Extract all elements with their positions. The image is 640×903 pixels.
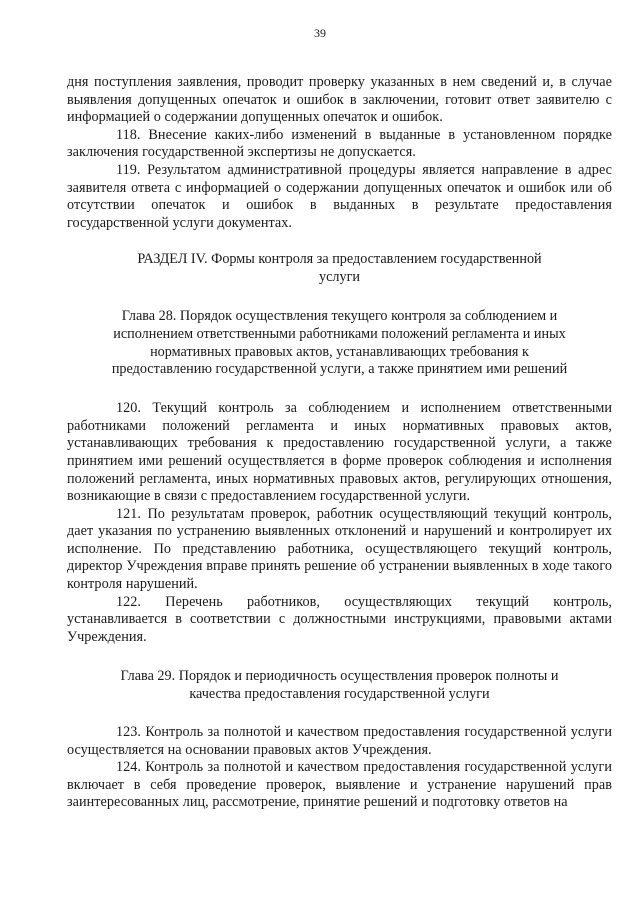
document-body (67, 74, 612, 812)
paragraph-124: 124. Контроль за полнотой и качеством предоставления государственной услуги включает в себя проведение проверок, выявление и устранение нарушений прав заинтересованных лиц, рассмотрение, принятие решений и подготовку ответов на (67, 759, 612, 811)
section-title: РАЗДЕЛ IV. Формы контроля за предоставлением государственной услуги (137, 251, 542, 286)
paragraph-121: 121. По результатам проверок, работник осуществляющий текущий контроль, дает указания по устранению выявленных отклонений и нарушений и контролирует их исполнение. По представлению работника, осуществляющего текущий контроль, директор Учреждения вправе принять решение об устранении выявленных в ходе такого контроля нарушений. (67, 505, 612, 593)
paragraph-122: 122. Перечень работников, осуществляющих текущий контроль, устанавливается в соответствии с должностными инструкциями, правовыми актами Учреждения. (67, 593, 612, 645)
paragraph-123: 123. Контроль за полнотой и качеством предоставления государственной услуги осуществляется на основании правовых актов Учреждения. (67, 724, 612, 758)
paragraph-119: 119. Результатом административной процедуры является направление в адрес заявителя ответа с информацией о содержании допущенных опечаток и ошибок или об отсутствии опечаток и ошибок в выданных в результате предоставления государственной услуги документах. (67, 161, 612, 231)
paragraph-118: 118. Внесение каких-либо изменений в выданные в установленном порядке заключения государственной экспертизы не допускается. (67, 126, 612, 161)
page-number: 39 (314, 26, 326, 40)
chapter-28-title: Глава 28. Порядок осуществления текущего контроля за соблюдением и исполнением ответственными работниками положений регламента и иных нормативных правовых актов, устанавливающих требования к предоставлению государственной услуги, а также принятием ими решений (111, 307, 568, 378)
chapter-29-title: Глава 29. Порядок и периодичность осуществления проверок полноты и качества предоставления государственной услуги (120, 668, 559, 703)
paragraph-120: 120. Текущий контроль за соблюдением и исполнением ответственными работниками положений регламента и иных нормативных правовых актов, устанавливающих требования к предоставлению государственной услуги, а также принятием ими решений осуществляется в форме проверок соблюдения и исполнения положений регламента, иных нормативных правовых актов, регулирующих отношения, возникающие в связи с предоставлением государственной услуги. (67, 400, 612, 505)
paragraph-117-continuation: дня поступления заявления, проводит проверку указанных в нем сведений и, в случае выявления допущенных опечаток и ошибок в заключении, готовит ответ заявителю с информацией о содержании допущенных опечаток и ошибок. (67, 74, 612, 126)
